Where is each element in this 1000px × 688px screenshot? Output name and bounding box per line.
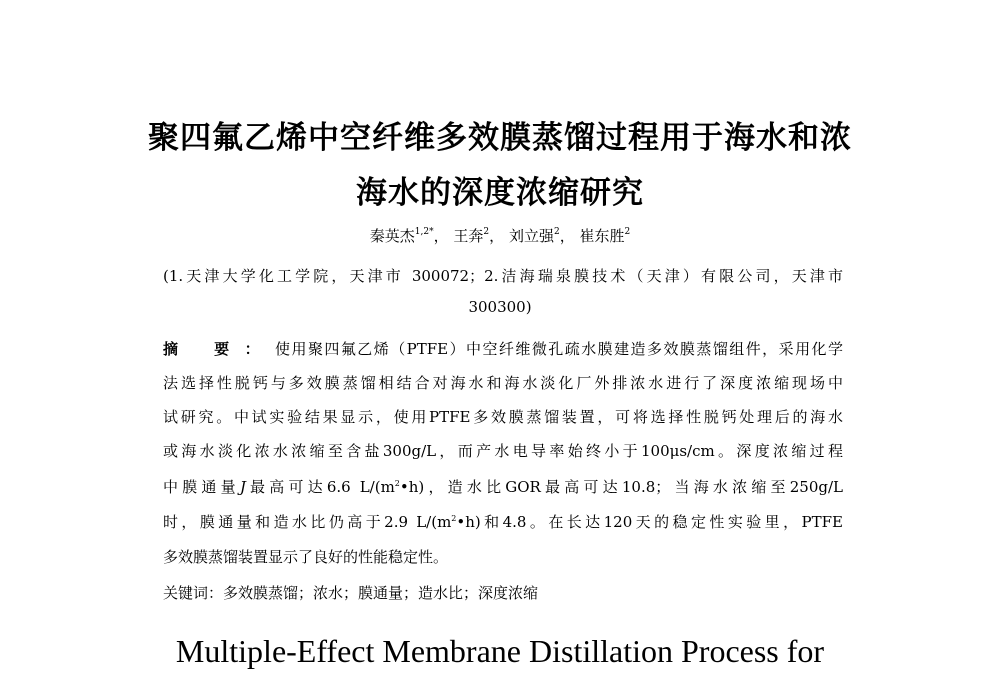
chinese-title-line-2: 海水的深度浓缩研究 (356, 175, 644, 211)
keywords-text: 多效膜蒸馏；浓水；膜通量；造水比；深度浓缩 (223, 584, 539, 602)
author-name: 王奔 (453, 227, 484, 245)
author-name: 秦英杰 (369, 227, 415, 245)
abstract-line-4: 或海水淡化浓水浓缩至含盐300g/L，而产水电导率始终小于100μs/cm。深度浓缩过程 (163, 442, 843, 460)
author-affiliation-mark: 1,2* (414, 227, 434, 237)
keywords-label: 关键词： (163, 584, 224, 602)
chinese-title-line-1: 聚四氟乙烯中空纤维多效膜蒸馏过程用于海水和浓 (148, 120, 852, 156)
author-name: 刘立强 (508, 227, 554, 245)
abstract-text: •h)和4.8。在长达120天的稳定性实验里，PTFE (456, 513, 843, 531)
affiliation-line-1: (1.天津大学化工学院，天津市 300072；2.洁海瑞泉膜技术（天津）有限公司，天津市 (163, 267, 843, 285)
abstract-label: 摘 要： (163, 340, 276, 358)
author-separator: ， (559, 227, 575, 245)
abstract-text: 使用聚四氟乙烯（PTFE）中空纤维微孔疏水膜建造多效膜蒸馏组件，采用化学 (275, 340, 843, 358)
unit-superscript: 2 (451, 514, 457, 523)
author-separator: ， (489, 227, 505, 245)
abstract-text: 中膜通量 (163, 478, 240, 496)
abstract-line-2: 法选择性脱钙与多效膜蒸馏相结合对海水和海水淡化厂外排浓水进行了深度浓缩现场中 (163, 374, 843, 392)
abstract-line-1 (163, 338, 843, 359)
abstract-line-5 (163, 476, 843, 497)
flux-symbol: J (239, 478, 246, 496)
unit-superscript: 2 (394, 479, 400, 488)
abstract-text: 最高可达6.6 L/(m (245, 478, 395, 496)
author-affiliation-mark: 2 (483, 227, 490, 237)
keywords-line (163, 582, 843, 603)
author-separator: ， (433, 227, 449, 245)
abstract-text: 时，膜通量和造水比仍高于2.9 L/(m (163, 513, 452, 531)
english-title: Multiple-Effect Membrane Distillation Process for (175, 633, 825, 669)
author-list (0, 225, 1000, 246)
affiliation-line-2: 300300) (468, 298, 532, 316)
abstract-text: •h)，造水比GOR最高可达10.8；当海水浓缩至250g/L (399, 478, 843, 496)
author-name: 崔东胜 (579, 227, 625, 245)
author-affiliation-mark: 2 (624, 227, 631, 237)
abstract-line-7: 多效膜蒸馏装置显示了良好的性能稳定性。 (163, 548, 449, 566)
author-affiliation-mark: 2 (553, 227, 560, 237)
abstract-line-6 (163, 511, 843, 532)
abstract-line-3: 试研究。中试实验结果显示，使用PTFE多效膜蒸馏装置，可将选择性脱钙处理后的海水 (163, 408, 843, 426)
